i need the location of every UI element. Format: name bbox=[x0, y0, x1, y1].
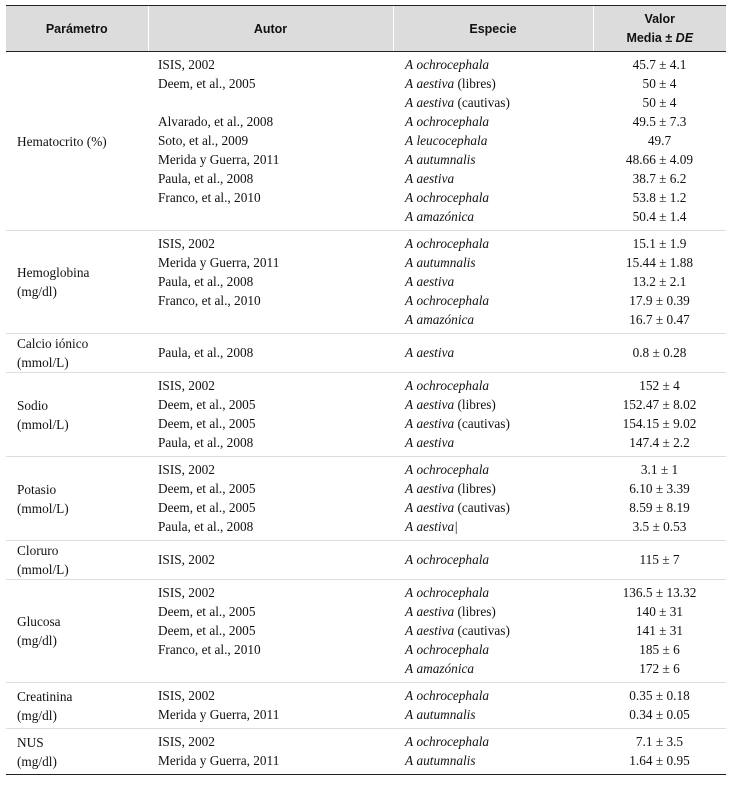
genus-text: A bbox=[405, 274, 414, 289]
parametro-cell bbox=[6, 373, 148, 457]
valor-text: 50 ± 4 bbox=[642, 95, 677, 110]
especie-cell bbox=[393, 52, 593, 231]
autor-text: ISIS, 2002 bbox=[158, 552, 215, 567]
table-row bbox=[6, 52, 726, 231]
especie-cell bbox=[393, 334, 593, 373]
genus-text: A bbox=[405, 190, 414, 205]
genus-text: A bbox=[405, 661, 414, 676]
especie-text bbox=[405, 583, 593, 602]
parametro-label: (mg/dl) bbox=[17, 753, 57, 769]
autor-text: ISIS, 2002 bbox=[158, 462, 215, 477]
header-valor-media: Media ± bbox=[626, 30, 676, 45]
species-text: aestiva bbox=[416, 435, 455, 450]
valor-text: 17.9 ± 0.39 bbox=[629, 293, 690, 308]
autor-cell bbox=[148, 373, 393, 457]
valor-text: 49.5 ± 7.3 bbox=[632, 114, 687, 129]
valor-text: 15.44 ± 1.88 bbox=[625, 255, 694, 270]
autor-text: Deem, et al., 2005 bbox=[158, 481, 256, 496]
valor-text: 13.2 ± 2.1 bbox=[632, 274, 687, 289]
valor-text: 53.8 ± 1.2 bbox=[632, 190, 687, 205]
header-valor bbox=[593, 6, 726, 52]
valor-cell bbox=[593, 541, 726, 580]
genus-text: A bbox=[405, 255, 414, 270]
genus-text: A bbox=[405, 397, 414, 412]
autor-text: Deem, et al., 2005 bbox=[158, 397, 256, 412]
valor-cell bbox=[593, 373, 726, 457]
species-text: ochrocephala bbox=[416, 293, 490, 308]
table-row bbox=[6, 231, 726, 334]
autor-text bbox=[158, 207, 393, 226]
autor-text bbox=[158, 93, 393, 112]
especie-text bbox=[405, 686, 593, 705]
data-table bbox=[6, 5, 726, 775]
especie-text bbox=[405, 310, 593, 329]
genus-text: A bbox=[405, 171, 414, 186]
species-text: ochrocephala bbox=[416, 585, 490, 600]
especie-text bbox=[405, 234, 593, 253]
genus-text: A bbox=[405, 345, 414, 360]
valor-cell bbox=[593, 580, 726, 683]
valor-text: 15.1 ± 1.9 bbox=[632, 236, 687, 251]
species-text: ochrocephala bbox=[416, 236, 490, 251]
autor-text: Paula, et al., 2008 bbox=[158, 519, 254, 534]
valor-text: 50 ± 4 bbox=[642, 76, 677, 91]
genus-text: A bbox=[405, 642, 414, 657]
valor-text: 49.7 bbox=[647, 133, 672, 148]
especie-text bbox=[405, 112, 593, 131]
header-parametro: Parámetro bbox=[6, 6, 148, 52]
autor-cell bbox=[148, 334, 393, 373]
parametro-label: Potasio bbox=[17, 481, 57, 497]
species-note: (libres) bbox=[457, 397, 496, 412]
genus-text: A bbox=[405, 114, 414, 129]
especie-text bbox=[405, 395, 593, 414]
especie-text bbox=[405, 640, 593, 659]
valor-text: 3.5 ± 0.53 bbox=[632, 519, 687, 534]
especie-text bbox=[405, 272, 593, 291]
parametro-cell bbox=[6, 541, 148, 580]
especie-text bbox=[405, 169, 593, 188]
parametro-label: (mmol/L) bbox=[17, 355, 69, 370]
autor-text: ISIS, 2002 bbox=[158, 236, 215, 251]
species-text: autumnalis bbox=[416, 753, 476, 768]
genus-text: A bbox=[405, 293, 414, 308]
valor-text: 16.7 ± 0.47 bbox=[629, 312, 690, 327]
parametro-cell bbox=[6, 729, 148, 775]
autor-text: ISIS, 2002 bbox=[158, 378, 215, 393]
species-note: (cautivas) bbox=[457, 623, 510, 638]
autor-text: ISIS, 2002 bbox=[158, 688, 215, 703]
autor-text: Merida y Guerra, 2011 bbox=[158, 753, 280, 768]
valor-text: 48.66 ± 4.09 bbox=[625, 152, 694, 167]
valor-text: 45.7 ± 4.1 bbox=[632, 57, 687, 72]
table-row bbox=[6, 334, 726, 373]
especie-text bbox=[405, 602, 593, 621]
especie-text bbox=[405, 433, 593, 452]
valor-text: 3.1 ± 1 bbox=[640, 462, 679, 477]
especie-text bbox=[405, 460, 593, 479]
autor-text: Soto, et al., 2009 bbox=[158, 133, 249, 148]
species-text: aestiva bbox=[416, 95, 455, 110]
especie-text bbox=[405, 207, 593, 226]
autor-text: Deem, et al., 2005 bbox=[158, 76, 256, 91]
autor-text: Franco, et al., 2010 bbox=[158, 293, 261, 308]
especie-cell bbox=[393, 729, 593, 775]
genus-text: A bbox=[405, 209, 414, 224]
genus-text: A bbox=[405, 519, 414, 534]
valor-text: 50.4 ± 1.4 bbox=[632, 209, 687, 224]
valor-text: 185 ± 6 bbox=[639, 642, 680, 657]
autor-text: ISIS, 2002 bbox=[158, 585, 215, 600]
especie-text bbox=[405, 479, 593, 498]
valor-text: 7.1 ± 3.5 bbox=[635, 734, 684, 749]
table-row bbox=[6, 457, 726, 541]
species-text: aestiva| bbox=[416, 519, 458, 534]
species-text: ochrocephala bbox=[416, 734, 490, 749]
autor-cell bbox=[148, 231, 393, 334]
species-text: aestiva bbox=[416, 500, 455, 515]
parametro-label: Creatinina bbox=[17, 688, 73, 704]
species-note: (libres) bbox=[457, 76, 496, 91]
parametro-label: Hemoglobina bbox=[17, 265, 90, 280]
autor-text: Merida y Guerra, 2011 bbox=[158, 255, 280, 270]
species-text: amazónica bbox=[416, 209, 475, 224]
autor-text: Merida y Guerra, 2011 bbox=[158, 152, 280, 167]
species-text: ochrocephala bbox=[416, 688, 490, 703]
genus-text: A bbox=[405, 707, 414, 722]
parametro-label: Calcio iónico bbox=[17, 336, 89, 351]
valor-text: 136.5 ± 13.32 bbox=[622, 585, 697, 600]
genus-text: A bbox=[405, 76, 414, 91]
species-text: aestiva bbox=[416, 171, 455, 186]
genus-text: A bbox=[405, 312, 414, 327]
especie-text bbox=[405, 550, 593, 569]
autor-cell bbox=[148, 580, 393, 683]
header-especie: Especie bbox=[393, 6, 593, 52]
table-row bbox=[6, 729, 726, 775]
especie-cell bbox=[393, 373, 593, 457]
especie-text bbox=[405, 253, 593, 272]
especie-text bbox=[405, 517, 593, 536]
autor-text: Deem, et al., 2005 bbox=[158, 604, 256, 619]
autor-text: Paula, et al., 2008 bbox=[158, 274, 254, 289]
valor-text: 6.10 ± 3.39 bbox=[629, 481, 690, 496]
species-note: (cautivas) bbox=[457, 416, 510, 431]
species-text: aestiva bbox=[416, 604, 455, 619]
genus-text: A bbox=[405, 604, 414, 619]
especie-text bbox=[405, 414, 593, 433]
especie-text bbox=[405, 751, 593, 770]
header-valor-line1: Valor bbox=[644, 11, 676, 26]
genus-text: A bbox=[405, 552, 414, 567]
genus-text: A bbox=[405, 462, 414, 477]
especie-text bbox=[405, 74, 593, 93]
especie-text bbox=[405, 376, 593, 395]
autor-text: Franco, et al., 2010 bbox=[158, 190, 261, 205]
parametro-label: Sodio bbox=[17, 397, 49, 413]
especie-text bbox=[405, 55, 593, 74]
genus-text: A bbox=[405, 753, 414, 768]
autor-text: Alvarado, et al., 2008 bbox=[158, 114, 274, 129]
valor-cell bbox=[593, 334, 726, 373]
especie-text bbox=[405, 150, 593, 169]
especie-text bbox=[405, 659, 593, 678]
valor-text: 8.59 ± 8.19 bbox=[629, 500, 690, 515]
table-row bbox=[6, 580, 726, 683]
autor-text: Deem, et al., 2005 bbox=[158, 416, 256, 431]
species-text: aestiva bbox=[416, 623, 455, 638]
species-text: ochrocephala bbox=[416, 462, 490, 477]
table-row bbox=[6, 541, 726, 580]
genus-text: A bbox=[405, 688, 414, 703]
valor-text: 152 ± 4 bbox=[639, 378, 680, 393]
valor-cell bbox=[593, 457, 726, 541]
table-header bbox=[6, 6, 726, 52]
genus-text: A bbox=[405, 435, 414, 450]
valor-text: 0.8 ± 0.28 bbox=[632, 345, 687, 360]
autor-text: Franco, et al., 2010 bbox=[158, 642, 261, 657]
autor-cell bbox=[148, 683, 393, 729]
especie-cell bbox=[393, 231, 593, 334]
species-text: aestiva bbox=[416, 76, 455, 91]
species-text: ochrocephala bbox=[416, 57, 490, 72]
species-text: autumnalis bbox=[416, 255, 476, 270]
especie-text bbox=[405, 343, 593, 362]
species-text: amazónica bbox=[416, 312, 475, 327]
table-body bbox=[6, 52, 726, 775]
valor-cell bbox=[593, 729, 726, 775]
species-text: aestiva bbox=[416, 397, 455, 412]
especie-text bbox=[405, 188, 593, 207]
genus-text: A bbox=[405, 416, 414, 431]
valor-text: 147.4 ± 2.2 bbox=[629, 435, 690, 450]
genus-text: A bbox=[405, 236, 414, 251]
species-text: ochrocephala bbox=[416, 190, 490, 205]
parametro-label: Cloruro bbox=[17, 543, 59, 558]
species-note: (cautivas) bbox=[457, 95, 510, 110]
parametro-cell bbox=[6, 231, 148, 334]
species-note: (cautivas) bbox=[457, 500, 510, 515]
species-text: autumnalis bbox=[416, 707, 476, 722]
valor-text: 115 ± 7 bbox=[639, 552, 680, 567]
species-text: ochrocephala bbox=[416, 378, 490, 393]
header-valor-de: DE bbox=[675, 30, 694, 45]
parametro-cell bbox=[6, 334, 148, 373]
valor-text: 0.34 ± 0.05 bbox=[629, 707, 690, 722]
autor-text: Deem, et al., 2005 bbox=[158, 500, 256, 515]
species-text: ochrocephala bbox=[416, 552, 490, 567]
autor-cell bbox=[148, 52, 393, 231]
genus-text: A bbox=[405, 481, 414, 496]
table-row bbox=[6, 683, 726, 729]
species-note: (libres) bbox=[457, 604, 496, 619]
autor-text bbox=[158, 659, 393, 678]
genus-text: A bbox=[405, 734, 414, 749]
autor-text: ISIS, 2002 bbox=[158, 734, 215, 749]
genus-text: A bbox=[405, 133, 414, 148]
genus-text: A bbox=[405, 95, 414, 110]
especie-cell bbox=[393, 541, 593, 580]
parametro-cell bbox=[6, 457, 148, 541]
species-text: leucocephala bbox=[416, 133, 488, 148]
especie-cell bbox=[393, 683, 593, 729]
parametro-label: (mg/dl) bbox=[17, 707, 57, 723]
autor-cell bbox=[148, 457, 393, 541]
especie-cell bbox=[393, 580, 593, 683]
parametro-cell bbox=[6, 683, 148, 729]
header-row bbox=[6, 6, 726, 52]
valor-text: 38.7 ± 6.2 bbox=[632, 171, 687, 186]
valor-text: 152.47 ± 8.02 bbox=[622, 397, 697, 412]
autor-text: Deem, et al., 2005 bbox=[158, 623, 256, 638]
autor-text bbox=[158, 310, 393, 329]
especie-text bbox=[405, 621, 593, 640]
species-note: (libres) bbox=[457, 481, 496, 496]
species-text: autumnalis bbox=[416, 152, 476, 167]
valor-text: 154.15 ± 9.02 bbox=[622, 416, 697, 431]
genus-text: A bbox=[405, 378, 414, 393]
parametro-label: Glucosa bbox=[17, 614, 61, 629]
autor-text: Merida y Guerra, 2011 bbox=[158, 707, 280, 722]
parametro-cell bbox=[6, 580, 148, 683]
especie-text bbox=[405, 93, 593, 112]
autor-text: Paula, et al., 2008 bbox=[158, 171, 254, 186]
species-text: aestiva bbox=[416, 416, 455, 431]
species-text: aestiva bbox=[416, 481, 455, 496]
genus-text: A bbox=[405, 152, 414, 167]
especie-text bbox=[405, 291, 593, 310]
valor-text: 1.64 ± 0.95 bbox=[629, 753, 690, 768]
species-text: aestiva bbox=[416, 274, 455, 289]
parametro-label: (mg/dl) bbox=[17, 633, 57, 648]
parametro-cell bbox=[6, 52, 148, 231]
genus-text: A bbox=[405, 500, 414, 515]
parametro-label: (mg/dl) bbox=[17, 284, 57, 299]
parametro-label: (mmol/L) bbox=[17, 562, 69, 577]
genus-text: A bbox=[405, 623, 414, 638]
especie-text bbox=[405, 732, 593, 751]
species-text: amazónica bbox=[416, 661, 475, 676]
header-valor-line2 bbox=[594, 29, 727, 48]
parametro-label: (mmol/L) bbox=[17, 500, 69, 516]
header-autor: Autor bbox=[148, 6, 393, 52]
species-text: ochrocephala bbox=[416, 114, 490, 129]
table-row bbox=[6, 373, 726, 457]
species-text: aestiva bbox=[416, 345, 455, 360]
valor-cell bbox=[593, 52, 726, 231]
species-text: ochrocephala bbox=[416, 642, 490, 657]
especie-text bbox=[405, 498, 593, 517]
autor-cell bbox=[148, 541, 393, 580]
valor-text: 0.35 ± 0.18 bbox=[629, 688, 690, 703]
especie-text bbox=[405, 131, 593, 150]
valor-cell bbox=[593, 683, 726, 729]
autor-text: Paula, et al., 2008 bbox=[158, 435, 254, 450]
valor-text: 140 ± 31 bbox=[635, 604, 684, 619]
especie-text bbox=[405, 705, 593, 724]
autor-text: ISIS, 2002 bbox=[158, 57, 215, 72]
parametro-label: NUS bbox=[17, 734, 44, 750]
autor-text: Paula, et al., 2008 bbox=[158, 345, 254, 360]
valor-cell bbox=[593, 231, 726, 334]
autor-cell bbox=[148, 729, 393, 775]
parametro-label: Hematocrito (%) bbox=[17, 133, 107, 149]
genus-text: A bbox=[405, 57, 414, 72]
genus-text: A bbox=[405, 585, 414, 600]
valor-text: 141 ± 31 bbox=[635, 623, 684, 638]
parametro-label: (mmol/L) bbox=[17, 416, 69, 432]
especie-cell bbox=[393, 457, 593, 541]
valor-text: 172 ± 6 bbox=[639, 661, 680, 676]
